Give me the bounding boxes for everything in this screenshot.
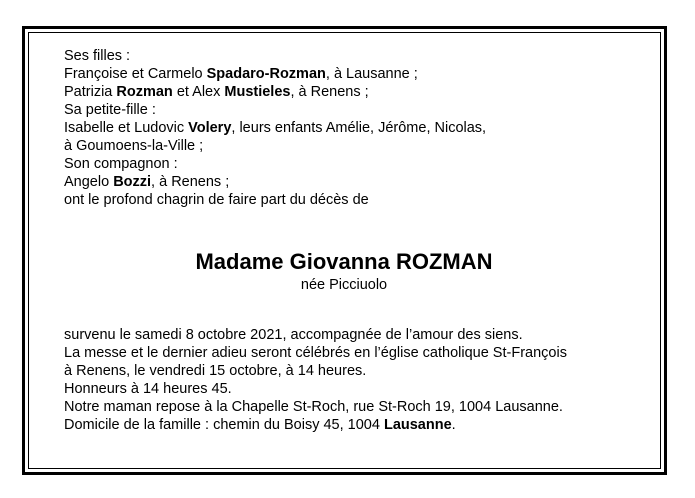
daughter2-place: , à Renens ; — [290, 84, 369, 100]
details-line-5: Notre maman repose à la Chapelle St-Roch, rue St-Roch 19, 1004 Lausanne. — [64, 399, 563, 415]
daughter2-partner-surname: Mustieles — [224, 84, 291, 100]
deceased-block — [64, 248, 624, 294]
daughter1-surname: Spadaro-Rozman — [206, 66, 326, 82]
funeral-details — [64, 326, 654, 434]
closing-line: ont le profond chagrin de faire part du décès de — [64, 192, 369, 208]
companion-text: Angelo — [64, 174, 114, 190]
granddaughter-line — [64, 119, 654, 137]
companion-heading: Son compagnon : — [64, 156, 178, 172]
companion-place: , à Renens ; — [151, 174, 230, 190]
deceased-name: Madame Giovanna ROZMAN — [195, 249, 493, 274]
daughter1-place: , à Lausanne ; — [325, 66, 418, 82]
maiden-name: née Picciuolo — [300, 277, 388, 293]
daughters-heading: Ses filles : — [64, 48, 131, 64]
daughter2-text: Patrizia — [64, 84, 117, 100]
daughter2-surname: Rozman — [116, 84, 173, 100]
granddaughter-surname: Volery — [188, 120, 232, 136]
granddaughter-heading: Sa petite-fille : — [64, 102, 156, 118]
family-address-period: . — [451, 417, 456, 433]
details-line-2: La messe et le dernier adieu seront célébrés en l’église catholique St-François — [64, 345, 567, 361]
details-line-4: Honneurs à 14 heures 45. — [64, 381, 232, 397]
companion-surname: Bozzi — [113, 174, 152, 190]
details-line-6 — [64, 416, 654, 434]
details-line-3: à Renens, le vendredi 15 octobre, à 14 heures. — [64, 363, 367, 379]
granddaughter-place: à Goumoens-la-Ville ; — [64, 138, 204, 154]
family-address-city: Lausanne — [383, 417, 452, 433]
details-line-1: survenu le samedi 8 octobre 2021, accompagnée de l’amour des siens. — [64, 327, 523, 343]
family-list — [64, 47, 654, 209]
daughter-line-1 — [64, 65, 654, 83]
daughter2-connector: et Alex — [172, 84, 225, 100]
companion-line — [64, 173, 654, 191]
daughter-line-2 — [64, 83, 654, 101]
granddaughter-text: Isabelle et Ludovic — [64, 120, 189, 136]
granddaughter-children: , leurs enfants Amélie, Jérôme, Nicolas, — [231, 120, 487, 136]
family-address-text: Domicile de la famille : chemin du Boisy 45, 1004 — [64, 417, 384, 433]
daughter1-text: Françoise et Carmelo — [64, 66, 207, 82]
